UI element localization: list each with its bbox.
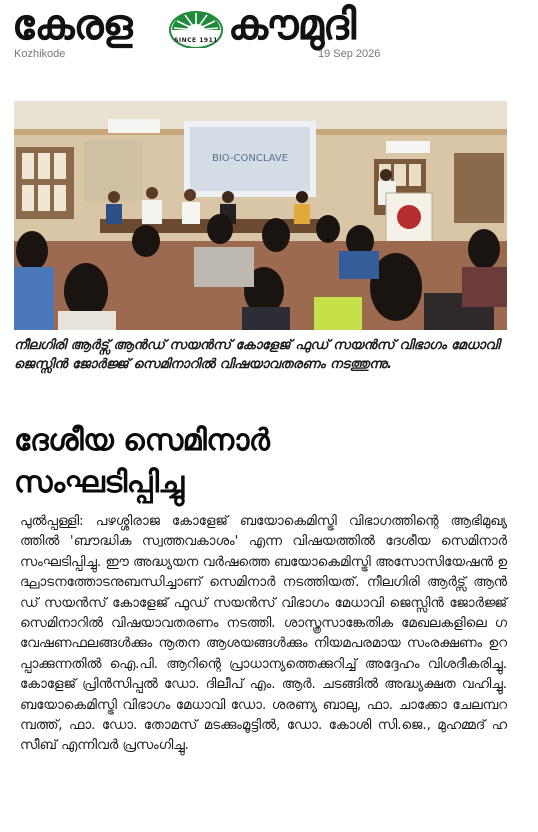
seminar-photo xyxy=(14,101,507,330)
masthead xyxy=(0,0,538,70)
article-body: പുൽപ്പള്ളി: പഴശ്ശിരാജ കോളേജ് ബയോകെമിസ്ട്രി വിഭാഗത്തിന്റെ ആഭിമുഖ്യത്തിൽ 'ബൗദ്ധിക സ്വത്തവകാശം' എന്ന വിഷയത്തിൽ ദേശീയ സെമിനാർ സംഘടിപ്പിച്ചു. ഈ അദ്ധ്യയന വർഷത്തെ ബയോകെമിസ്ട്രി അസോസിയേഷൻ ഉദ്ഘാടനത്തോടനുബന്ധിച്ചാണ് സെമിനാർ നടത്തിയത്. നീലഗിരി ആർട്സ് ആൻഡ് സയൻസ് കോളേജ് ഫുഡ് സയൻസ് വിഭാഗം മേധാവി ജെസ്സിൻ ജോർജ്ജ് സെമിനാറിൽ വിഷയാവതരണം നടത്തി. ശാസ്ത്രസാങ്കേതിക മേഖലകളിലെ ഗവേഷണഫലങ്ങൾക്കും നൂതന ആശയങ്ങൾക്കും നിയമപരമായ സംരക്ഷണം ഉറപ്പാക്കുന്നതിൽ ഐ.പി. ആറിന്റെ പ്രാധാന്യത്തെക്കുറിച്ച് അദ്ദേഹം വിശദീകരിച്ചു. കോളേജ് പ്രിൻസിപ്പൽ ഡോ. ദിലീപ് എം. ആർ. ചടങ്ങിൽ അദ്ധ്യക്ഷത വഹിച്ചു. ബയോകെമിസ്ട്രി വിഭാഗം മേധാവി ഡോ. ശരണ്യ ബാലു, ഫാ. ചാക്കോ ചേലമ്പറമ്പത്ത്, ഫാ. ഡോ. തോമസ് മടക്കുംമൂട്ടിൽ, ഡോ. കോശി സി.ജെ., മുഹമ്മദ് ഹസീബ് എന്നിവർ പ്രസംഗിച്ചു. xyxy=(20,514,507,754)
photo-caption: നീലഗിരി ആർട്സ് ആൻഡ് സയൻസ് കോളേജ് ഫുഡ് സയൻസ് വിഭാഗം മേധാവി ജെസ്സിൻ ജോർജ്ജ് സെമിനാറിൽ വിഷയാവതരണം നടത്തുന്നു. xyxy=(14,338,500,372)
masthead-name-right: കൗമുദി xyxy=(228,0,356,49)
masthead-since: SINCE 1911 xyxy=(174,37,218,44)
dateline-city: Kozhikode xyxy=(14,48,66,60)
masthead-name-left: കേരള xyxy=(12,0,132,49)
dateline-date: 19 Sep 2026 xyxy=(318,48,381,60)
article-headline xyxy=(14,420,507,504)
headline-line-1: ദേശീയ സെമിനാർ xyxy=(14,423,270,458)
screen-text: BIO-CONCLAVE xyxy=(211,153,289,164)
headline-line-2: സംഘടിപ്പിച്ചു xyxy=(14,465,184,500)
